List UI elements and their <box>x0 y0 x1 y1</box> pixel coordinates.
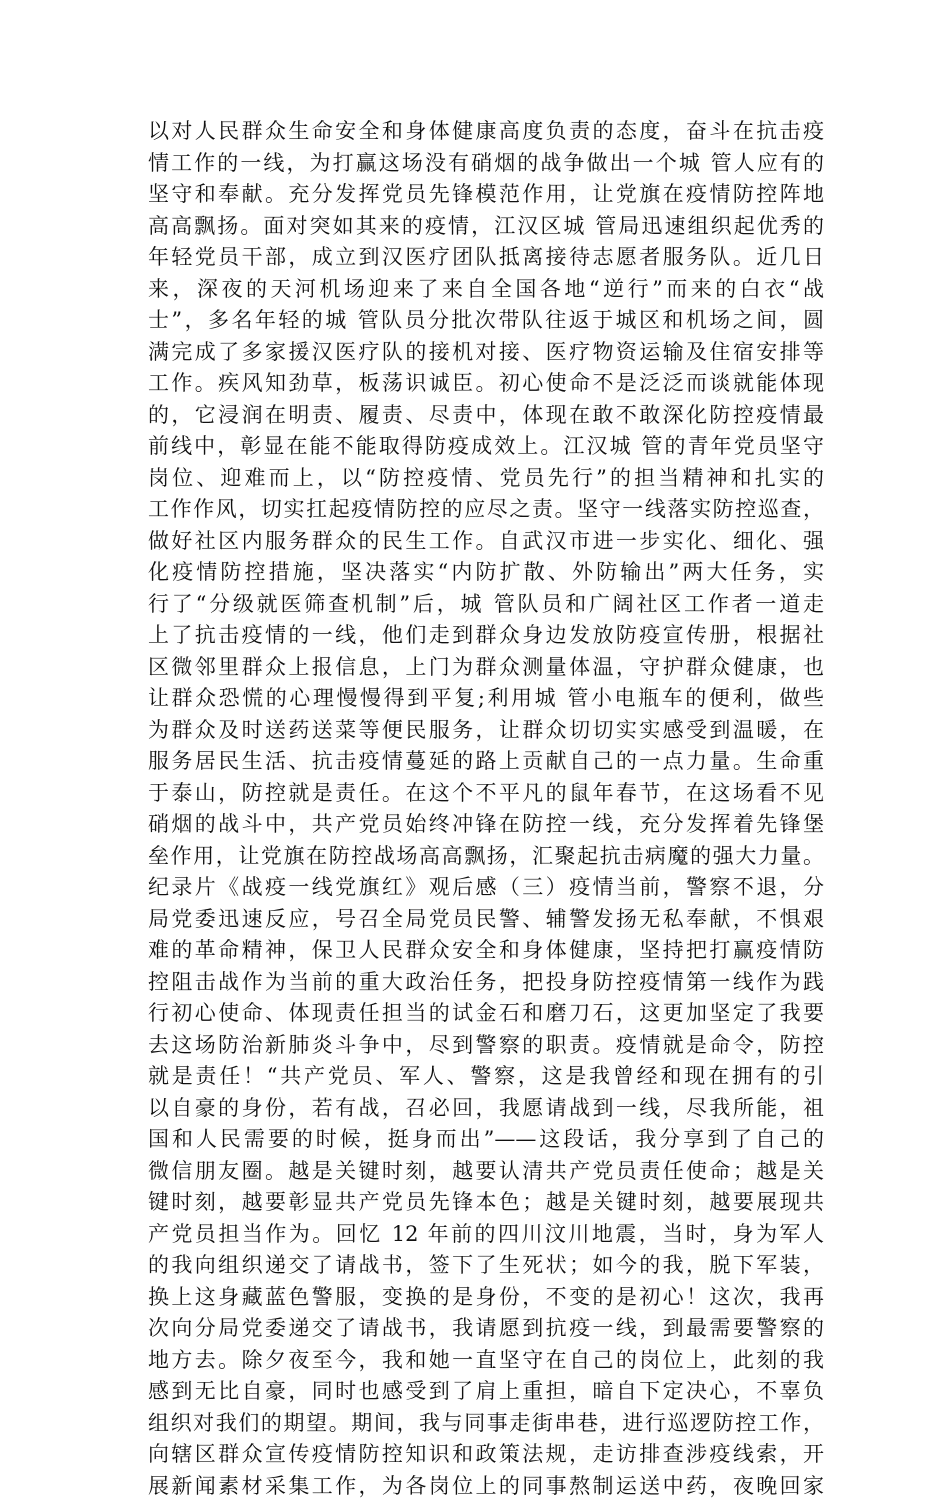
body-text-line: 难的革命精神，保卫人民群众安全和身体健康，坚持把打赢疫情防 <box>148 935 824 967</box>
body-text-line: 士”，多名年轻的城 管队员分批次带队往返于城区和机场之间，圆 <box>148 305 824 337</box>
body-text-line: 做好社区内服务群众的民生工作。自武汉市进一步实化、细化、强 <box>148 526 824 558</box>
body-text-line: 行了“分级就医筛查机制”后，城 管队员和广阔社区工作者一道走 <box>148 589 824 621</box>
body-text-line: 国和人民需要的时候，挺身而出”——这段话，我分享到了自己的 <box>148 1124 824 1156</box>
body-text-line: 硝烟的战斗中，共产党员始终冲锋在防控一线，充分发挥着先锋堡 <box>148 809 824 841</box>
body-text-line: 地方去。除夕夜至今，我和她一直坚守在自己的岗位上，此刻的我 <box>148 1345 824 1377</box>
body-text-line: 组织对我们的期望。期间，我与同事走街串巷，进行巡逻防控工作， <box>148 1408 824 1440</box>
body-text-line: 去这场防治新肺炎斗争中，尽到警察的职责。疫情就是命令，防控 <box>148 1030 824 1062</box>
body-text-line: 区微邻里群众上报信息，上门为群众测量体温，守护群众健康，也 <box>148 652 824 684</box>
body-text-line: 年轻党员干部，成立到汉医疗团队抵离接待志愿者服务队。近几日 <box>148 242 824 274</box>
body-text-line: 键时刻，越要彰显共产党员先锋本色；越是关键时刻，越要展现共 <box>148 1187 824 1219</box>
body-text-line: 的，它浸润在明责、履责、尽责中，体现在敢不敢深化防控疫情最 <box>148 400 824 432</box>
body-text-line: 情工作的一线，为打赢这场没有硝烟的战争做出一个城 管人应有的 <box>148 148 824 180</box>
body-text-line: 坚守和奉献。充分发挥党员先锋模范作用，让党旗在疫情防控阵地 <box>148 179 824 211</box>
body-text-line: 满完成了多家援汉医疗队的接机对接、医疗物资运输及住宿安排等 <box>148 337 824 369</box>
body-text-line: 控阻击战作为当前的重大政治任务，把投身防控疫情第一线作为践 <box>148 967 824 999</box>
body-text-line: 服务居民生活、抗击疫情蔓延的路上贡献自己的一点力量。生命重 <box>148 746 824 778</box>
body-text-line: 高高飘扬。面对突如其来的疫情，江汉区城 管局迅速组织起优秀的 <box>148 211 824 243</box>
body-text-line: 感到无比自豪，同时也感受到了肩上重担，暗自下定决心，不辜负 <box>148 1376 824 1408</box>
body-text-line: 岗位、迎难而上，以“防控疫情、党员先行”的担当精神和扎实的 <box>148 463 824 495</box>
body-text-line: 于泰山，防控就是责任。在这个不平凡的鼠年春节，在这场看不见 <box>148 778 824 810</box>
body-text-line: 换上这身藏蓝色警服，变换的是身份，不变的是初心！这次，我再 <box>148 1282 824 1314</box>
body-text-line: 次向分局党委递交了请战书，我请愿到抗疫一线，到最需要警察的 <box>148 1313 824 1345</box>
body-text-line: 局党委迅速反应，号召全局党员民警、辅警发扬无私奉献，不惧艰 <box>148 904 824 936</box>
document-body <box>148 116 824 1502</box>
body-text-line: 微信朋友圈。越是关键时刻，越要认清共产党员责任使命；越是关 <box>148 1156 824 1188</box>
body-text-line: 以自豪的身份，若有战，召必回，我愿请战到一线，尽我所能，祖 <box>148 1093 824 1125</box>
body-text-line: 垒作用，让党旗在防控战场高高飘扬，汇聚起抗击病魔的强大力量。 <box>148 841 824 873</box>
body-text-line: 前线中，彰显在能不能取得防疫成效上。江汉城 管的青年党员坚守 <box>148 431 824 463</box>
body-text-line: 纪录片《战疫一线党旗红》观后感（三）疫情当前，警察不退，分 <box>148 872 824 904</box>
body-text-line: 工作作风，切实扛起疫情防控的应尽之责。坚守一线落实防控巡查， <box>148 494 824 526</box>
body-text-line: 以对人民群众生命安全和身体健康高度负责的态度，奋斗在抗击疫 <box>148 116 824 148</box>
body-text-line: 展新闻素材采集工作，为各岗位上的同事熬制运送中药，夜晚回家 <box>148 1471 824 1502</box>
body-text-line: 化疫情防控措施，坚决落实“内防扩散、外防输出”两大任务，实 <box>148 557 824 589</box>
body-text-line: 向辖区群众宣传疫情防控知识和政策法规，走访排查涉疫线索，开 <box>148 1439 824 1471</box>
body-text-line: 来，深夜的天河机场迎来了来自全国各地“逆行”而来的白衣“战 <box>148 274 824 306</box>
body-text-line: 工作。疾风知劲草，板荡识诚臣。初心使命不是泛泛而谈就能体现 <box>148 368 824 400</box>
body-text-line: 上了抗击疫情的一线，他们走到群众身边发放防疫宣传册，根据社 <box>148 620 824 652</box>
body-text-line: 为群众及时送药送菜等便民服务，让群众切切实实感受到温暖，在 <box>148 715 824 747</box>
body-text-line: 让群众恐慌的心理慢慢得到平复;利用城 管小电瓶车的便利，做些 <box>148 683 824 715</box>
body-text-line: 行初心使命、体现责任担当的试金石和磨刀石，这更加坚定了我要 <box>148 998 824 1030</box>
body-text-line: 的我向组织递交了请战书，签下了生死状；如今的我，脱下军装， <box>148 1250 824 1282</box>
body-text-line: 产党员担当作为。回忆 12 年前的四川汶川地震，当时，身为军人 <box>148 1219 824 1251</box>
body-text-line: 就是责任！“共产党员、军人、警察，这是我曾经和现在拥有的引 <box>148 1061 824 1093</box>
